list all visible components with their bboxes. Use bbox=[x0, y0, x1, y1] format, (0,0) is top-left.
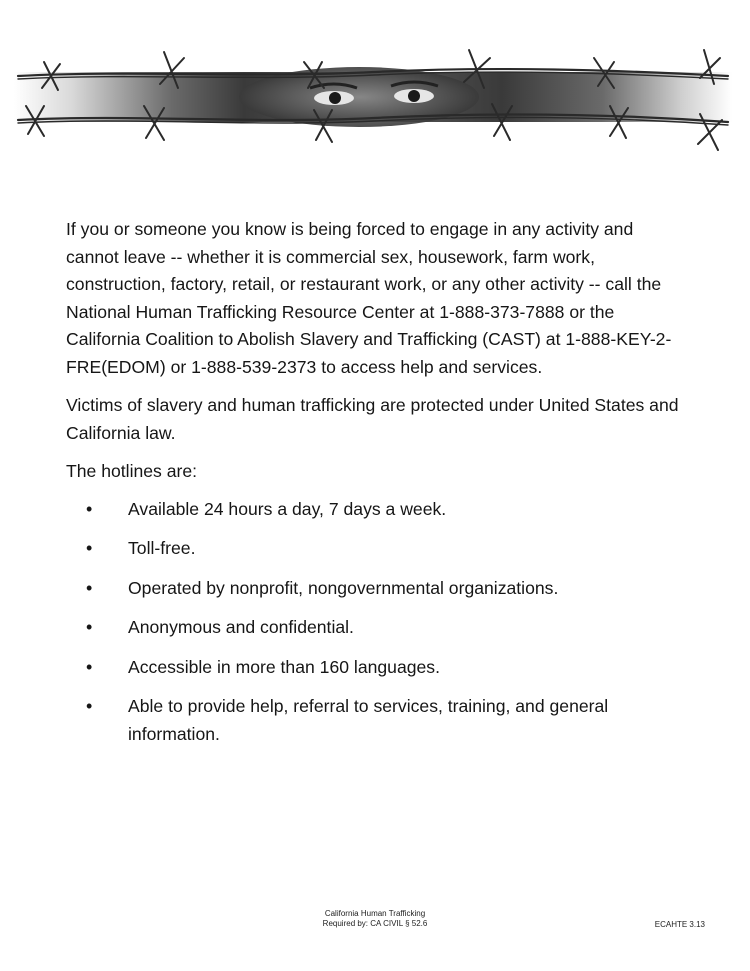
list-item: • Anonymous and confidential. bbox=[66, 614, 648, 642]
protection-paragraph: Victims of slavery and human trafficking are protected under United States and California law. bbox=[66, 395, 679, 443]
list-item: • Able to provide help, referral to services, training, and general information. bbox=[66, 693, 648, 748]
bullet-icon: • bbox=[86, 498, 93, 519]
notice-body bbox=[66, 216, 686, 760]
bullet-icon: • bbox=[86, 656, 93, 677]
footer-citation bbox=[0, 909, 750, 929]
footer-form-code: ECAHTE 3.13 bbox=[654, 920, 705, 929]
hotline-features-list bbox=[66, 496, 686, 749]
bullet-icon: • bbox=[86, 538, 93, 558]
bullet-icon: • bbox=[86, 617, 93, 637]
hotline-paragraph: If you or someone you know is being forced to engage in any activity and cannot leave -- whether it is commercial sex, housework, farm work, construction, factory, retail, or restaurant work, or any other activity -- call the National Human Trafficking Resource Center at 1-888-373-7888 or the California Coalition to Abolish Slavery and Trafficking (CAST) at 1-888-KEY-2-FRE(EDOM) or 1-888-539-2373 to access help and services. bbox=[66, 219, 672, 377]
list-item: • Available 24 hours a day, 7 days a week. bbox=[66, 496, 648, 524]
barbed-wire-eyes-image bbox=[14, 40, 732, 158]
hotlines-intro: The hotlines are: bbox=[66, 461, 198, 481]
list-item: • Operated by nonprofit, nongovernmental organizations. bbox=[66, 575, 648, 603]
list-item: • Toll-free. bbox=[66, 535, 648, 563]
list-item: • Accessible in more than 160 languages. bbox=[66, 654, 648, 682]
footer-requirement: Required by: CA CIVIL § 52.6 bbox=[322, 919, 428, 928]
bullet-icon: • bbox=[86, 696, 93, 716]
bullet-icon: • bbox=[86, 577, 93, 598]
footer-title: California Human Trafficking bbox=[324, 909, 426, 918]
